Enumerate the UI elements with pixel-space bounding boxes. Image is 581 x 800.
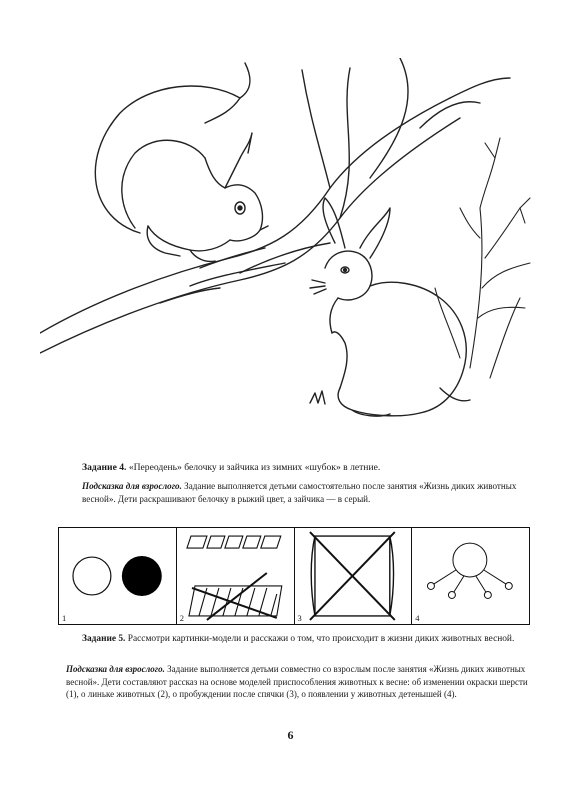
task-5-paragraph <box>82 633 528 646</box>
model-panel-number: 3 <box>297 613 302 623</box>
task-5-text: Рассмотри картинки-модели и расскажи о том, что происходит в жизни диких животных весной. <box>127 634 515 644</box>
task-4-hint-label: Подсказка для взрослого. <box>82 481 182 491</box>
bush-drawing <box>435 138 530 378</box>
model-panel-number: 4 <box>415 613 420 623</box>
task-5-label: Задание 5. <box>82 634 126 644</box>
task-4-hint-text: Задание выполняется детьми самостоятельно после занятия «Жизнь диких животных весной». Дети раскрашивают белочку в рыжий цвет, а зайчика — в серый. <box>82 481 517 504</box>
white-black-circles-icon <box>59 528 176 624</box>
squirrel-drawing <box>95 63 268 261</box>
model-panel-4 <box>412 528 529 624</box>
task-5-hint-text: Задание выполняется детьми совместно со взрослым после занятия «Жизнь диких животных весной». Дети составляют рассказ на основе моделей приспособления животных к весне: об изменении окраски шерсти (1), о линьке животных (2), о пробуждении после спячки (3), о появлении у животных детенышей (4). <box>66 664 528 700</box>
task-4-paragraph <box>82 462 532 474</box>
model-panel-number: 1 <box>62 613 67 623</box>
page-number: 6 <box>287 728 294 742</box>
model-panel-1 <box>59 528 177 624</box>
hare-drawing <box>310 198 470 416</box>
mother-with-young-icon <box>412 528 529 624</box>
task-4-adult-hint <box>82 480 522 505</box>
task-5-adult-hint <box>66 663 530 701</box>
model-panel-2 <box>177 528 295 624</box>
squirrel-and-hare-illustration <box>40 58 550 458</box>
model-panel-3 <box>295 528 413 624</box>
task-4-label: Задание 4. <box>82 462 127 473</box>
tree-drawing <box>40 58 510 353</box>
task-5-hint-label: Подсказка для взрослого. <box>66 664 165 674</box>
crossed-bed-icon <box>295 528 412 624</box>
task-4-text: «Переодень» белочку и зайчика из зимних «шубок» в летние. <box>128 462 381 473</box>
model-panel-number: 2 <box>179 613 184 623</box>
picture-models-strip <box>58 527 530 625</box>
crossed-fur-icon <box>177 528 294 624</box>
